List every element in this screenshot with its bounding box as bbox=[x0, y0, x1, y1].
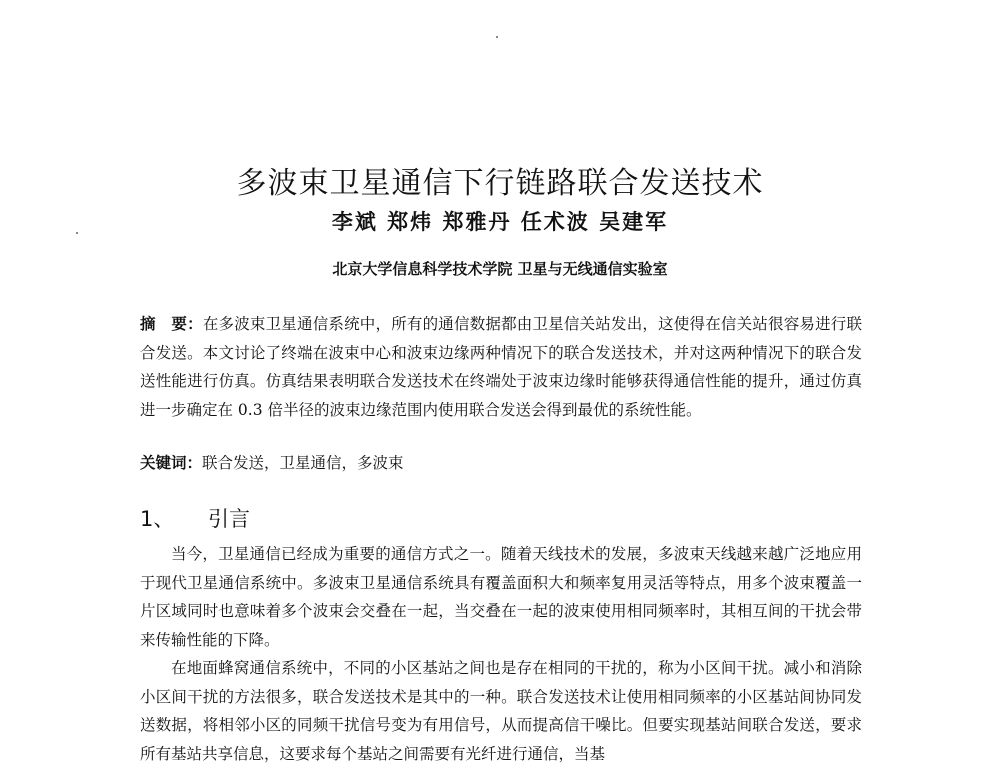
section-body bbox=[140, 540, 862, 768]
keywords-label: 关键词： bbox=[140, 454, 203, 472]
abstract-text: 在多波束卫星通信系统中，所有的通信数据都由卫星信关站发出，这使得在信关站很容易进行联合发送。本文讨论了终端在波束中心和波束边缘两种情况下的联合发送技术，并对这两种情况下的联合发送性能进行仿真。仿真结果表明联合发送技术在终端处于波束边缘时能够获得通信性能的提升，通过仿真进一步确定在 0.3 倍半径的波束边缘范围内使用联合发送会得到最优的系统性能。 bbox=[140, 315, 862, 419]
section-number: 1、 bbox=[140, 507, 175, 531]
paragraph: 在地面蜂窝通信系统中，不同的小区基站之间也是存在相同的干扰的，称为小区间干扰。减小和消除小区间干扰的方法很多，联合发送技术是其中的一种。联合发送技术让使用相同频率的小区基站间协同发送数据，将相邻小区的同频干扰信号变为有用信号，从而提高信干噪比。但要实现基站间联合发送，要求所有基站共享信息，这要求每个基站之间需要有光纤进行通信，当基 bbox=[140, 659, 862, 763]
keywords bbox=[140, 449, 862, 477]
abstract bbox=[140, 310, 862, 424]
section-title: 引言 bbox=[208, 507, 250, 531]
author-list: 李斌 郑炜 郑雅丹 任术波 吴建军 bbox=[331, 209, 669, 234]
scan-speck bbox=[496, 36, 498, 38]
paper-title: 多波束卫星通信下行链路联合发送技术 bbox=[236, 166, 764, 201]
keywords-text: 联合发送，卫星通信，多波束 bbox=[202, 454, 404, 472]
paragraph: 当今，卫星通信已经成为重要的通信方式之一。随着天线技术的发展，多波束天线越来越广泛地应用于现代卫星通信系统中。多波束卫星通信系统具有覆盖面积大和频率复用灵活等特点，用多个波束覆盖一片区域同时也意味着多个波束会交叠在一起，当交叠在一起的波束使用相同频率时，其相互间的干扰会带来传输性能的下降。 bbox=[140, 545, 862, 649]
affiliation: 北京大学信息科学技术学院 卫星与无线通信实验室 bbox=[332, 260, 668, 278]
section-heading bbox=[140, 503, 250, 533]
abstract-label: 摘 要： bbox=[140, 315, 203, 333]
